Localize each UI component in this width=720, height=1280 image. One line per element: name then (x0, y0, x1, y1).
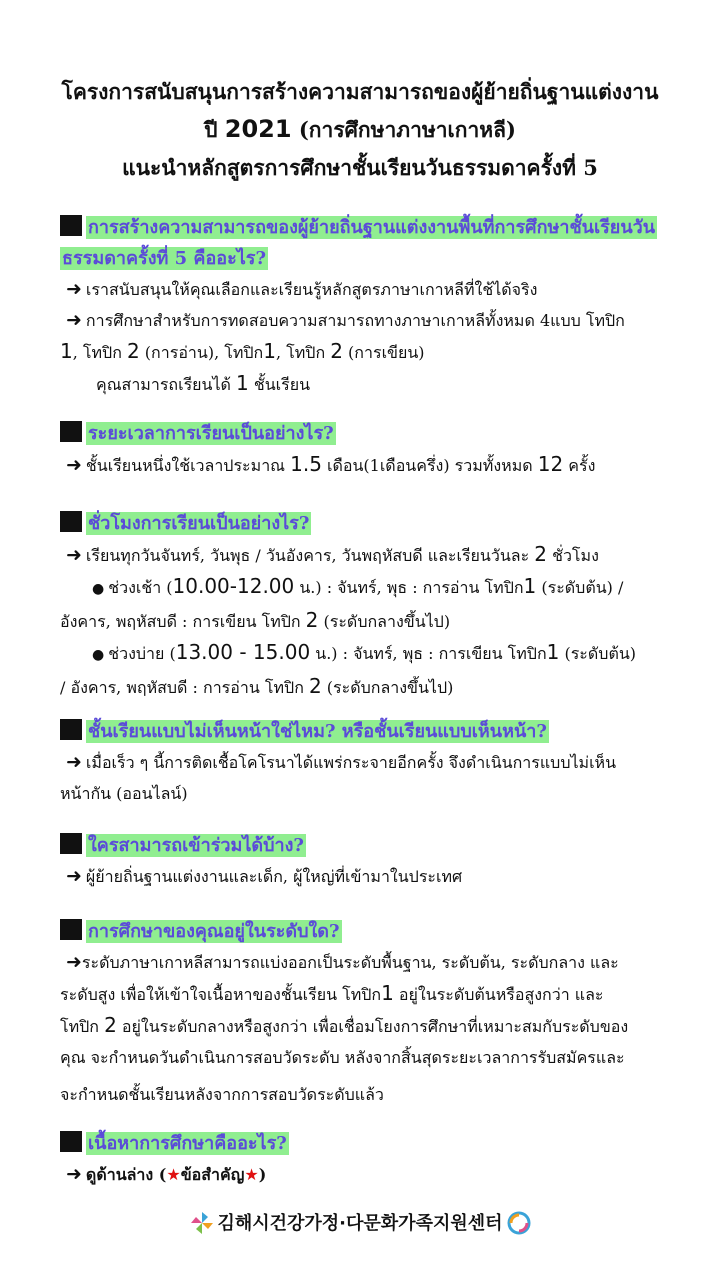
section-what (60, 212, 665, 400)
square-bullet-icon (60, 511, 82, 532)
square-bullet-icon (60, 719, 82, 740)
star-icon: ★ (244, 1165, 259, 1184)
paragraph: ➜ ผู้ย้ายถิ่นฐานแต่งงานและเด็ก, ผู้ใหญ่ที่เข้ามาในประเทศ (66, 865, 463, 887)
arrow-icon: ➜ (66, 951, 82, 973)
section-heading: ชั่วโมงการเรียนเป็นอย่างไร? (60, 508, 665, 539)
arrow-icon: ➜ (66, 309, 82, 331)
paragraph: คุณสามารถเรียนได้ 1 ชั้นเรียน (96, 371, 311, 395)
arrow-icon: ➜ (66, 544, 82, 566)
afternoon-schedule: ● ช่วงบ่าย (13.00 - 15.00 น.) : จันทร์, พุธ : การเขียน โทปิก1 (ระดับต้น) / อังคาร, พฤหัสบดี : การอ่าน โทปิก 2 (ระดับกลางขึ้นไป) (60, 640, 637, 698)
section-hours (60, 508, 665, 703)
arrow-icon: ➜ (66, 865, 82, 887)
square-bullet-icon (60, 421, 82, 442)
paragraph: ➜ การศึกษาสำหรับการทดสอบความสามารถทางภาษาเกาหลีทั้งหมด 4แบบ โทปิก 1, โทปิก 2 (การอ่าน), โทปิก1, โทปิก 2 (การเขียน) (60, 309, 625, 363)
square-bullet-icon (60, 919, 82, 940)
paragraph: ➜ ดูด้านล่าง (★ข้อสำคัญ★) (66, 1163, 267, 1185)
arrow-icon: ➜ (66, 278, 82, 300)
section-heading: เนื้อหาการศึกษาคืออะไร? (60, 1128, 665, 1159)
title-line-1: โครงการสนับสนุนการสร้างความสามารถของผู้ย้ายถิ่นฐานแต่งงาน (61, 79, 659, 104)
section-online (60, 716, 665, 809)
square-bullet-icon (60, 833, 82, 854)
dot-bullet-icon: ● (92, 581, 105, 597)
title-line-2: ปี 2021 (การศึกษาภาษาเกาหลี) (204, 115, 516, 143)
title-line-3: แนะนำหลักสูตรการศึกษาชั้นเรียนวันธรรมดาครั้งที่ 5 (122, 155, 598, 180)
arrow-icon: ➜ (66, 1163, 82, 1185)
section-heading: การสร้างความสามารถของผู้ย้ายถิ่นฐานแต่งงานพื้นที่การศึกษาชั้นเรียนวัน ธรรมดาครั้งที่ 5 คืออะไร? (62, 217, 656, 269)
arrow-icon: ➜ (66, 751, 82, 773)
dot-bullet-icon: ● (92, 647, 105, 663)
section-heading: ชั้นเรียนแบบไม่เห็นหน้าใช่ไหม? หรือชั้นเรียนแบบเห็นหน้า? (60, 716, 665, 747)
section-level (60, 916, 665, 1110)
pinwheel-logo-icon (189, 1210, 215, 1248)
star-icon: ★ (166, 1165, 181, 1184)
paragraph: ➜ ชั้นเรียนหนึ่งใช้เวลาประมาณ 1.5 เดือน(1เดือนครึ่ง) รวมทั้งหมด 12 ครั้ง (66, 452, 596, 476)
paragraph: ➜ เรียนทุกวันจันทร์, วันพุธ / วันอังคาร, วันพฤหัสบดี และเรียนวันละ 2 ชั่วโมง (66, 542, 599, 566)
arrow-icon: ➜ (66, 454, 82, 476)
footer-logo: 김해시건강가정·다문화가족지원센터 (0, 1207, 720, 1248)
section-content (60, 1128, 665, 1190)
square-bullet-icon (60, 1131, 82, 1152)
section-duration (60, 418, 665, 481)
section-heading: การศึกษาของคุณอยู่ในระดับใด? (60, 916, 665, 947)
section-heading: ระยะเวลาการเรียนเป็นอย่างไร? (60, 418, 665, 449)
paragraph: ➜ เมื่อเร็ว ๆ นี้การติดเชื้อโคโรนาได้แพร่กระจายอีกครั้ง จึงดำเนินการแบบไม่เห็น หน้ากัน (ออนไลน์) (60, 751, 617, 803)
morning-schedule: ● ช่วงเช้า (10.00-12.00 น.) : จันทร์, พุธ : การอ่าน โทปิก1 (ระดับต้น) / อังคาร, พฤหัสบดี : การเขียน โทปิก 2 (ระดับกลางขึ้นไป) (60, 574, 624, 632)
section-heading: ใครสามารถเข้าร่วมได้บ้าง? (60, 830, 665, 861)
square-bullet-icon (60, 215, 82, 236)
paragraph: ➜ระดับภาษาเกาหลีสามารถแบ่งออกเป็นระดับพื้นฐาน, ระดับต้น, ระดับกลาง และ ระดับสูง เพื่อให้เข้าใจเนื้อหาของชั้นเรียน โทปิก1 อยู่ในระดับต้นหรือสูงกว่า และ โทปิก 2 อยู่ในระดับกลางหรือสูงกว่า เพื่อเชื่อมโยงการศึกษาที่เหมาะสมกับระดับของ คุณ จะกำหนดวันดำเนินการสอบวัดระดับ หลังจากสิ้นสุดระยะเวลาการรับสมัครและ จะกำหนดชั้นเรียนหลังจากการสอบวัดระดับแล้ว (60, 951, 629, 1104)
circle-logo-icon (507, 1211, 531, 1247)
paragraph: ➜ เราสนับสนุนให้คุณเลือกและเรียนรู้หลักสูตรภาษาเกาหลีที่ใช้ได้จริง (66, 278, 538, 300)
section-who (60, 830, 665, 892)
